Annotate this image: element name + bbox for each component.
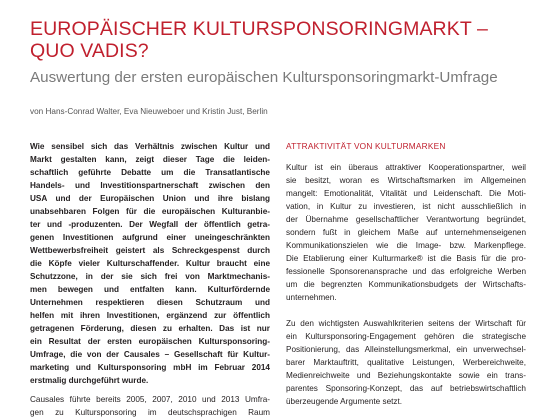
article-title xyxy=(30,18,530,62)
left-column xyxy=(30,140,270,419)
right-column xyxy=(286,140,526,408)
article-title-line-2: QUO VADIS? xyxy=(30,40,149,62)
text-line: Umfrage, die von der Causales – Gesellschaft für Kultur- xyxy=(30,350,270,359)
text-line: vation, in Kultur zu investieren, ist nicht ausschließlich in xyxy=(286,202,526,211)
text-line: USA und der Europäischen Union und ihre bislang xyxy=(30,194,270,203)
text-line: marketing und Kultursponsoring mbH im Februar 2014 xyxy=(30,363,270,372)
text-line: Unternehmen respektieren diesen Schutzraum und xyxy=(30,298,270,307)
text-line: Wettbewerbsfreiheit geistert als Schreckgespenst durch xyxy=(30,246,270,255)
author-byline: von Hans-Conrad Walter, Eva Nieuweboer und Kristin Just, Berlin xyxy=(30,107,268,116)
article-title-line-1: EUROPÄISCHER KULTURSPONSORINGMARKT – xyxy=(30,18,488,40)
text-line: fessionelle Sponsorenansprache und das erfolgreiche Werben xyxy=(286,267,526,276)
text-line: sie besitzt, woran es Wirtschaftsmarken im Allgemeinen xyxy=(286,176,526,185)
text-line: Markt gestalten kann, zeigt dieser Tage die leiden- xyxy=(30,155,270,164)
text-line: überzeugende Argumente setzt. xyxy=(286,397,403,406)
body-paragraph xyxy=(30,393,270,419)
text-line: Causales führte bereits 2005, 2007, 2010 und 2013 Umfra- xyxy=(30,395,270,404)
text-line: helfen mit ihren Investitionen, ergänzend zur öffentlich xyxy=(30,311,270,320)
text-line: Kultur ist ein überaus attraktiver Kooperationspartner, weil xyxy=(286,163,526,172)
text-line: um die begrenzten Kommunikationsbudgets der Wirtschafts- xyxy=(286,280,526,289)
section-paragraph-1 xyxy=(286,161,526,304)
text-line: parentes Sponsoring-Konzept, das auf betriebswirtschaftlich xyxy=(286,384,526,393)
text-line: genen Investitionen aufgrund einer uneingeschränkten xyxy=(30,233,270,242)
text-line: Positionierung, das Alleinstellungsmerkmal, ein unverwechsel- xyxy=(286,345,526,354)
text-line: schaftlich geführte Debatte um die Transatlantische xyxy=(30,168,270,177)
text-line: erstmalig durchgeführt wurde. xyxy=(30,376,149,385)
text-line: ein Kultursponsoring-Engagement gehören die strategische xyxy=(286,332,526,341)
text-line: gen zu Kultursponsoring im deutschsprachigen Raum xyxy=(30,408,270,417)
text-line: Wie sensibel sich das Verhältnis zwischen Kultur und xyxy=(30,142,270,151)
text-line: die Köpfe vieler Kulturschaffender. Kultur braucht eine xyxy=(30,259,270,268)
text-line: der Übernahme gesellschaftlicher Verantwortung begründet, xyxy=(286,215,526,224)
text-line: ter und -produzenten. Der Wegfall der öffentlich getra- xyxy=(30,220,270,229)
text-line: Handels- und Investitionspartnerschaft zwischen den xyxy=(30,181,270,190)
text-line: sondern fußt in gleichem Maße auf unternehmenseigenen xyxy=(286,228,526,237)
text-line: barer Marktauftritt, qualitative Leistungen, Werbereichweite, xyxy=(286,358,526,367)
text-line: Schutzzone, in der sie sich frei von Marktmechanis- xyxy=(30,272,270,281)
text-line: Medienreichweite und Beziehungskontakte sowie ein trans- xyxy=(286,371,526,380)
text-line: men bewegen und entfalten kann. Kulturfördernde xyxy=(30,285,270,294)
text-line: Kommunikationszielen wie die Image- bzw. Markenpflege. xyxy=(286,241,526,250)
text-line: Zu den wichtigsten Auswahlkriterien seitens der Wirtschaft für xyxy=(286,319,526,328)
text-line: Die Etablierung einer Kulturmarke® ist die Basis für die pro- xyxy=(286,254,526,263)
section-heading: ATTRAKTIVITÄT VON KULTURMARKEN xyxy=(286,141,446,151)
paragraph-gap xyxy=(286,304,526,317)
text-line: unabsehbaren Folgen für die europäischen Kulturanbie- xyxy=(30,207,270,216)
intro-paragraph xyxy=(30,140,270,387)
article-subtitle: Auswertung der ersten europäischen Kultursponsoringmarkt-Umfrage xyxy=(30,69,498,86)
text-line: getragenen Förderung, diesen zu erhalten. Das ist nur xyxy=(30,324,270,333)
text-line: mangelt: Emotionalität, Vitalität und Leidenschaft. Die Moti- xyxy=(286,189,526,198)
text-line: unternehmen. xyxy=(286,293,337,302)
text-line: ein Resultat der ersten europäischen Kultursponsoring- xyxy=(30,337,270,346)
section-paragraph-2 xyxy=(286,317,526,408)
